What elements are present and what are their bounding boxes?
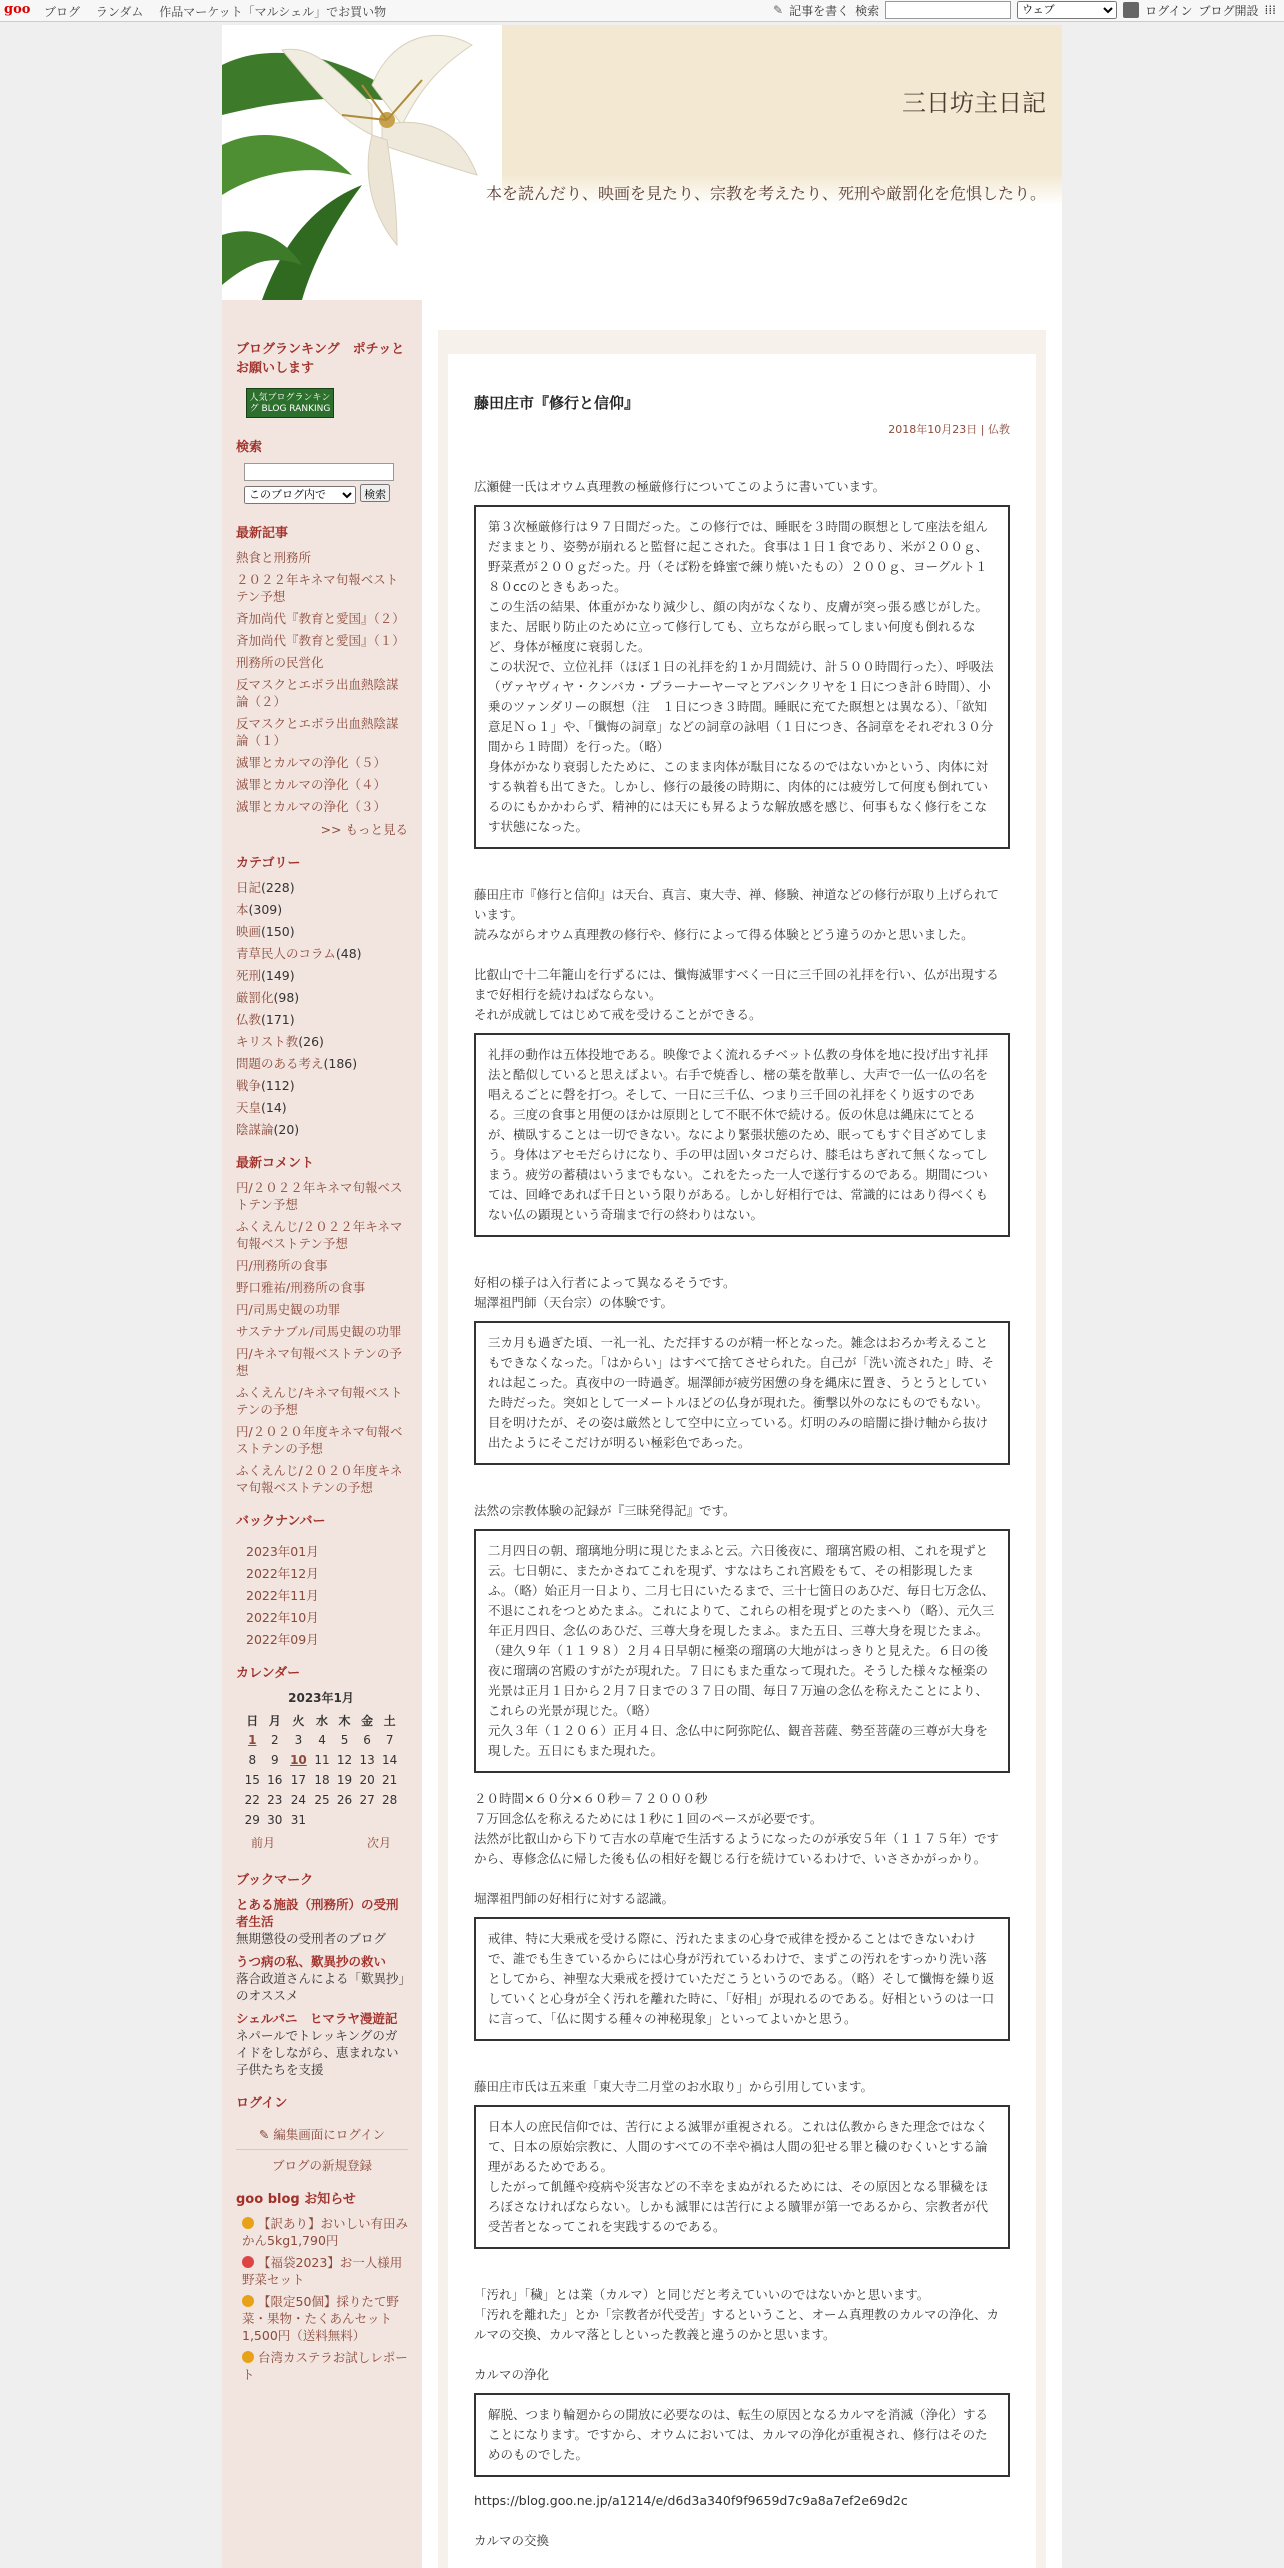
comment-item[interactable]: サステナブル/司馬史観の功罪 [236,1324,402,1339]
open-blog-link[interactable]: ブログ開設 [1198,3,1259,18]
comment-item[interactable]: 円/２０２２年キネマ旬報ベストテン予想 [236,1180,403,1212]
blockquote: 二月四日の朝、瑠璃地分明に現じたまふと云。六日後夜に、瑠璃宮殿の相、これを現ずと云。七日朝に、またかさねてこれを現ず、すなはちこれ宮殿をもて、その相影現したまふ。（略）始正月一日より、二月七日にいたるまで、三十七箇日のあひだ、毎日七万念仏、不退にこれをつとめたまふ。これによりて、これらの相を現ずとのたまへり（略）、元久三年正月四日、念仏のあひだ、三尊大身を現したまふ。また五日、三尊大身を現じたまふ。（建久９年（１１９８）２月４日早朝に極楽の瑠璃の大地がはっきりと見えた。６日の後夜に瑠璃の宮殿のすがたが現れた。７日にもまた重なって現れた。そうした様々な極楽の光景は正月１日から２月７日までの３７日の間、毎日７万遍の念仏を称えたことにより、これらの光景が現じた。（略） 元久３年（１２０６）正月４日、念仏中に阿弥陀仏、観音菩薩、勢至菩薩の三尊が大身を現した。五日にもまた現れた。 [474,1529,1010,1773]
search-scope-select[interactable] [1017,1,1117,19]
recent-list [236,549,408,815]
backnumber-item[interactable]: 2022年12月 [246,1566,319,1581]
recent-item[interactable]: 刑務所の民営化 [236,655,324,670]
calendar-week: 8 9 10 11 12 13 14 [241,1750,401,1770]
post-paragraph: 法然の宗教体験の記録が『三昧発得記』です。 [474,1503,736,1518]
login-link[interactable]: ログイン [1145,3,1193,18]
editor-login-link[interactable]: ✎ 編集画面にログイン [236,2119,408,2150]
top-nav-random[interactable]: ランダム [95,5,144,19]
category-list [236,879,408,1138]
post-body [474,477,1010,2551]
pencil-icon: ✎ [258,2127,274,2142]
recent-item[interactable]: 滅罪とカルマの浄化（３） [236,799,387,814]
bookmark-heading: ブックマーク [236,1873,314,1888]
notice-item[interactable]: 【限定50個】採りたて野菜・果物・たくあんセット1,500円（送料無料） [242,2294,399,2343]
lily-image [222,25,482,300]
post-category[interactable]: 仏教 [988,423,1010,436]
backnumber-item[interactable]: 2022年10月 [246,1610,319,1625]
post-date[interactable]: 2018年10月23日 [888,423,978,436]
notice-icon [242,2351,254,2363]
ranking-banner[interactable]: 人気ブログランキング BLOG RANKING [246,388,334,418]
calendar-week: 29 30 31 [244,1813,307,1827]
category-item[interactable]: 日記(228) [236,880,295,895]
top-right-tools [773,1,1276,19]
comments-heading: 最新コメント [236,1156,315,1171]
page [222,25,1062,2568]
bookmark-desc: ネパールでトレッキングのガイドをしながら、恵まれない子供たちを支援 [236,2028,399,2077]
category-item[interactable]: 問題のある考え(186) [236,1056,358,1071]
blog-tagline: 本を読んだり、映画を見たり、宗教を考えたり、死刑や厳罰化を危惧したり。 [485,184,1046,203]
notice-list [236,2215,408,2383]
recent-item[interactable]: 反マスクとエボラ出血熱陰謀論（１） [236,716,399,748]
new-blog-link[interactable]: ブログの新規登録 [271,2158,372,2173]
goo-top-bar [0,0,1284,22]
comment-item[interactable]: 円/刑務所の食事 [236,1258,328,1273]
recent-item[interactable]: 斉加尚代『教育と愛国』（２） [236,611,405,626]
post-paragraph: 広瀬健一氏はオウム真理教の極厳修行についてこのように書いています。 [474,479,886,494]
main-content [438,330,1046,2568]
notice-icon [242,2256,254,2268]
bookmark-link[interactable]: うつ病の私、歎異抄の救い [236,1954,387,1969]
pencil-icon[interactable]: ✎ [773,3,784,17]
notice-item[interactable]: 【訳あり】おいしい有田みかん5kg1,790円 [242,2216,409,2248]
category-item[interactable]: 天皇(14) [236,1100,287,1115]
comment-item[interactable]: 野口雅祐/刑務所の食事 [236,1280,366,1295]
calendar-week: 1 2 3 4 5 6 7 [241,1730,401,1750]
blockquote: 三カ月も過ぎた頃、一礼一礼、ただ拝するのが精一杯となった。雑念はおろか考えることもできなくなった。「はからい」はすべて捨てさせられた。自己が「洗い流された」時、それは起こった。真夜中の一時過ぎ。堀澤師が疲労困憊の身を縄床に置き、うとうとしていた時だった。突如として一メートルほどの仏身が現れた。衝撃以外のなにものでもない。目を明けたが、その姿は厳然として空中に立っている。灯明のみの暗闇に掛け軸から抜け出たようにそこだけが明るい極彩色であった。 [474,1321,1010,1465]
post [448,354,1036,2568]
backnumber-heading: バックナンバー [236,1514,326,1529]
post-paragraph: カルマの浄化 [474,2367,550,2382]
backnumber-item[interactable]: 2023年01月 [246,1544,319,1559]
blockquote: 礼拝の動作は五体投地である。映像でよく流れるチベット仏教の身体を地に投げ出す礼拝法と酷似していると思えばよい。右手で焼香し、樒の葉を散華し、大声で一仏一仏の名を唱えるごとに磬を打つ。そして、一日に三千仏、つまり三千回の礼拝をくり返すのである。三度の食事と用便のほかは原則として不眠不休で続ける。仮の休息は縄床にてとるが、横臥することは一切できない。なにより緊張状態のため、眠ってもすぐ目ざめてしまう。身体はアセモだらけになり、手の甲は固いタコだらけ、膝毛はちぎれて無くなってしまう。疲労の蓄積はいうまでもない。これをたった一人で遂行するのである。期間については、回峰であれば千日という限りがある。しかし好相行では、常識的にはあり得べくもない仏の顕現という奇瑞まで行の終わりはない。 [474,1033,1010,1237]
more-link[interactable]: >> もっと見る [320,822,408,837]
post-paragraph: 堀澤祖門師の好相行に対する認識。 [474,1891,675,1906]
post-paragraph: 藤田庄市『修行と信仰』は天台、真言、東大寺、禅、修験、神道などの修行が取り上げられています。 読みながらオウム真理教の修行や、修行によって得る体験とどう違うのかと思いました。 [474,887,1000,942]
backnumber-item[interactable]: 2022年11月 [246,1588,319,1603]
goo-logo[interactable]: goo [4,2,31,17]
sidebar [222,300,422,2568]
recent-heading: 最新記事 [236,526,289,541]
post-paragraph: 好相の様子は入行者によって異なるそうです。 堀澤祖門師（天台宗）の体験です。 [474,1275,736,1310]
post-paragraph: ２０時間×６０分×６０秒＝７２０００秒 ７万回念仏を称えるためには１秒に１回のペースが必要です。 法然が比叡山から下りて吉水の草庵で生活するようになったのが承安５年（１１７５年）ですから、専修念仏に帰した後も仏の相好を観じる行を続けているわけで、いささかがっかり。 [474,1791,1000,1866]
notice-icon [242,2217,254,2229]
blog-header [222,25,1062,300]
post-title[interactable]: 藤田庄市『修行と信仰』 [474,394,640,412]
write-article-link[interactable]: 記事を書く [789,3,850,18]
blockquote: 解脱、つまり輪廻からの開放に必要なのは、転生の原因となるカルマを消滅（浄化）することになります。ですから、オウムにおいては、カルマの浄化が重視され、修行はそのためのものでした。 [474,2393,1010,2477]
calendar-caption: 2023年1月 [288,1691,354,1705]
source-url-link[interactable]: https://blog.goo.ne.jp/a1214/e/d6d3a340f9f9659d7c9a8a7ef2e69d2c [474,2493,908,2508]
blog-search-scope[interactable] [244,486,356,504]
bookmark-desc: 無期懲役の受刑者のブログ [236,1931,387,1946]
notice-item[interactable]: 台湾カステラお試しレポート [242,2350,408,2382]
blockquote: 日本人の庶民信仰では、苦行による滅罪が重視される。これは仏教からきた理念ではなくて、日本の原始宗教に、人間のすべての不幸や禍は人間の犯せる罪と穢のむくいとする論理があるためである。 したがって飢饉や疫病や災害などの不幸をまぬがれるためには、その原因となる罪穢をほろぼさなければならない。しかも滅罪には苦行による贖罪が第一であるから、宗教者が代受苦者となってこれを実践するのである。 [474,2105,1010,2249]
bookmark-link[interactable]: とある施設（刑務所）の受刑者生活 [236,1897,399,1929]
comments-list [236,1179,408,1496]
category-item[interactable]: 本(309) [236,902,283,917]
calendar-week: 15 16 17 18 19 20 21 [244,1773,398,1787]
post-paragraph: 「汚れ」「穢」とは業（カルマ）と同じだと考えていいのではないかと思います。 「汚れを離れた」とか「宗教者が代受苦」するということ、オーム真理教のカルマの浄化、カルマの交換、カルマ落としといった教義と違うのかと思います。 [474,2287,1000,2342]
search-heading: 検索 [236,440,263,455]
category-item[interactable]: 映画(150) [236,924,295,939]
top-search-input[interactable] [885,1,1011,19]
calendar-day-link[interactable]: 10 [290,1753,307,1767]
comment-item[interactable]: 円/司馬史観の功罪 [236,1302,341,1317]
post-paragraph: 藤田庄市氏は五来重「東大寺二月堂のお水取り」から引用しています。 [474,2079,874,2094]
calendar: 2023年1月 日 月 火 水 木 金 土 1 2 3 4 5 6 7 8 9 10 11 12 13 14 15 16 17 18 19 20 21 22 23 24 25 26 27 28 29 30 31 前月 次月 [241,1689,401,1855]
category-item[interactable]: 陰謀論(20) [236,1122,300,1137]
blog-search-button[interactable]: 検索 [360,484,390,502]
ranking-heading: ブログランキング ポチッとお願いします [236,342,405,376]
category-item[interactable]: 青草民人のコラム(48) [236,946,362,961]
calendar-next[interactable]: 次月 [366,1836,391,1850]
category-item[interactable]: 厳罰化(98) [236,990,300,1005]
calendar-week: 22 23 24 25 26 27 28 [244,1793,398,1807]
post-paragraph: 比叡山で十二年籠山を行ずるには、懺悔滅罪すべく一日に三千回の礼拝を行い、仏が出現するまで好相行を続けねばならない。 それが成就してはじめて戒を受けることができる。 [474,967,999,1022]
notice-icon [242,2295,254,2307]
notice-heading: goo blog お知らせ [236,2192,356,2207]
backnumber-list [236,1543,408,1648]
category-item[interactable]: 死刑(149) [236,968,295,983]
recent-item[interactable]: ２０２２年キネマ旬報ベストテン予想 [236,572,399,604]
category-item[interactable]: キリスト教(26) [236,1034,324,1049]
blog-search-box [236,463,408,504]
login-heading: ログイン [236,2096,288,2111]
search-icon[interactable] [1123,2,1139,18]
recent-item[interactable]: 熱食と刑務所 [236,550,312,565]
recent-item[interactable]: 斉加尚代『教育と愛国』（１） [236,633,405,648]
comment-item[interactable]: 円/キネマ旬報ベストテンの予想 [236,1346,402,1378]
recent-item[interactable]: 滅罪とカルマの浄化（４） [236,777,387,792]
category-heading: カテゴリー [236,856,301,871]
top-nav-marche[interactable]: 作品マーケット「マルシェル」でお買い物 [159,5,387,19]
calendar-day-link[interactable]: 1 [248,1733,257,1747]
blockquote: 第３次極厳修行は９７日間だった。この修行では、睡眠を３時間の瞑想として座法を組んだままとり、姿勢が崩れると監督に起こされた。食事は１日１食であり、米が２００ｇ、野菜煮が２００ｇだった。丹（そば粉を蜂蜜で練り焼いたもの）２００ｇ、ヨーグルト１８０ccのときもあった。 この生活の結果、体重がかなり減少し、顔の肉がなくなり、皮膚が突っ張る感じがした。また、居眠り防止のために立って修行しても、立ちながら眠ってしまい何度も倒れるなど、身体が極度に衰弱した。 この状況で、立位礼拝（ほぼ１日の礼拝を約１か月間続け、計５００時間行った）、呼吸法（ヴァヤヴィヤ・クンバカ・プラーナーヤーマとアパンクリヤを１日につき計６時間）、小乗のツァンダリーの瞑想（注 １日につき３時間。睡眠に充てた瞑想とは異なる）、「欲知意足Ｎｏ１」や、「懺悔の詞章」などの詞章の詠唱（１日につき、各詞章をそれぞれ３０分間から１時間）を行った。（略） 身体がかなり衰弱したために、このまま肉体が駄目になるのではないかという、肉体に対する執着も出てきた。しかし、修行の最後の時期に、肉体的には疲労して何度も倒れているのにもかかわらず、精神的には天にも昇るような解放感を感じ、何事もなく修行をこなす状態になった。 [474,505,1010,849]
top-nav [44,3,398,20]
calendar-prev[interactable]: 前月 [251,1836,276,1850]
calendar-heading: カレンダー [236,1666,301,1681]
bookmark-link[interactable]: シェルパニ ヒマラヤ漫遊記 [236,2011,398,2026]
backnumber-item[interactable]: 2022年09月 [246,1632,319,1647]
blockquote: 戒律、特に大乗戒を受ける際に、汚れたままの心身で戒律を授かることはできないわけで、誰でも生きているからには心身が汚れているわけで、まずこの汚れをすっかり洗い落としてから、神聖な大乗戒を授けていただこうというのである。（略）そして懺悔を繰り返していくと心身が全く汚れを離れた時に、「好相」が現れるのである。好相というのは一口に言って、「仏に関する種々の神秘現象」といってよいかと思う。 [474,1917,1010,2041]
grid-menu-icon[interactable]: ⁞⁞⁞ [1264,3,1276,17]
bookmark-desc: 落合政道さんによる「歎異抄」のオススメ [236,1971,405,2003]
category-item[interactable]: 仏教(171) [236,1012,295,1027]
blog-search-input[interactable] [244,463,394,481]
search-label: 検索 [855,3,880,18]
post-meta: 2018年10月23日 | 仏教 [888,423,1010,436]
comment-item[interactable]: ふくえんじ/キネマ旬報ベストテンの予想 [236,1385,403,1417]
notice-item[interactable]: 【福袋2023】お一人様用野菜セット [242,2255,403,2287]
blog-title[interactable]: 三日坊主日記 [902,89,1046,117]
post-paragraph: カルマの交換 [474,2533,550,2548]
comment-item[interactable]: 円/２０２０年度キネマ旬報ベストテンの予想 [236,1424,403,1456]
bookmark-list [236,1896,408,2078]
comment-item[interactable]: ふくえんじ/２０２０年度キネマ旬報ベストテンの予想 [236,1463,403,1495]
comment-item[interactable]: ふくえんじ/２０２２年キネマ旬報ベストテン予想 [236,1219,403,1251]
top-nav-blog[interactable]: ブログ [44,5,81,19]
category-item[interactable]: 戦争(112) [236,1078,295,1093]
recent-item[interactable]: 反マスクとエボラ出血熱陰謀論（２） [236,677,399,709]
recent-item[interactable]: 滅罪とカルマの浄化（５） [236,755,387,770]
